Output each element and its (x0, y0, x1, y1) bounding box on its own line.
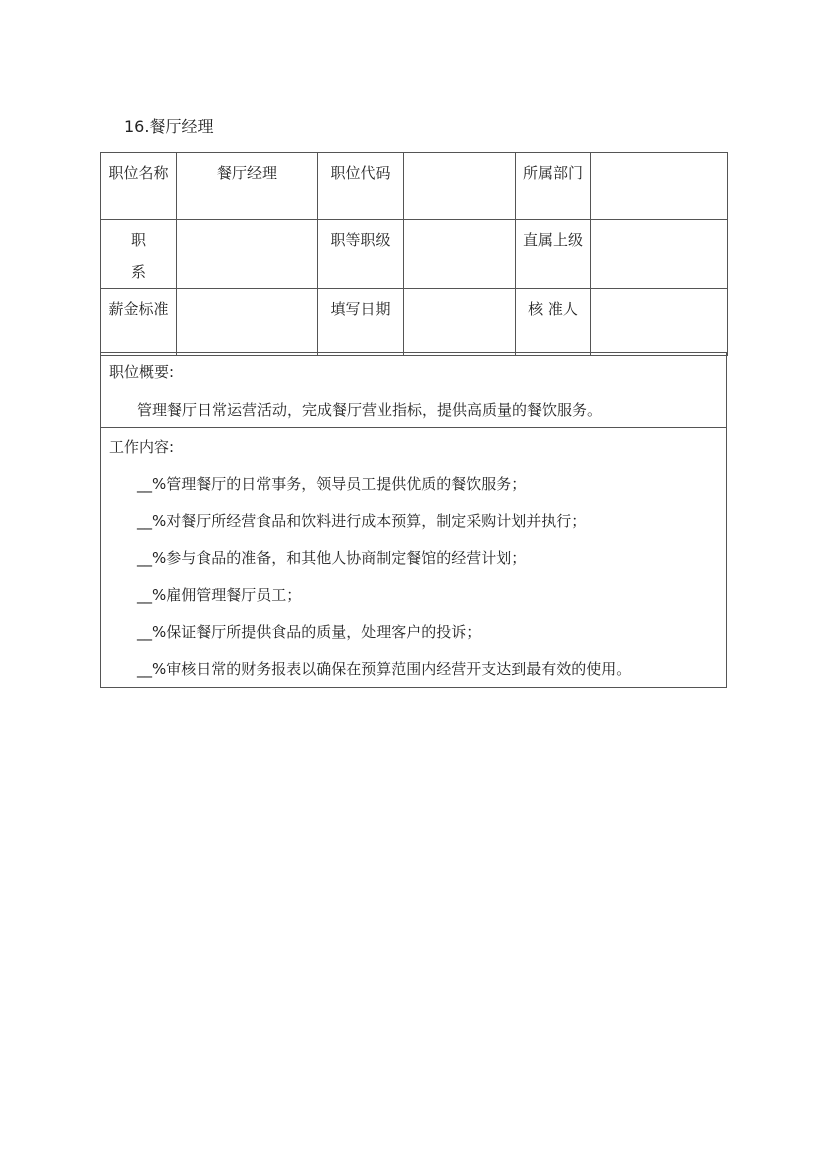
label-cell: 职 系 (101, 220, 177, 289)
section-heading: 职位概要: (109, 363, 175, 381)
section-heading: 工作内容: (109, 438, 175, 456)
label-cell: 职位代码 (318, 153, 404, 220)
value-cell (591, 220, 728, 289)
label-cell: 职等职级 (318, 220, 404, 289)
list-item: __%对餐厅所经营食品和饮料进行成本预算，制定采购计划并执行； (137, 512, 587, 530)
label-cell: 职位名称 (101, 153, 177, 220)
value-cell (177, 220, 318, 289)
value-cell (591, 289, 728, 356)
job-summary-section (100, 352, 727, 428)
table-row (101, 153, 728, 220)
label-cell: 直属上级 (516, 220, 591, 289)
value-cell: 餐厅经理 (177, 153, 318, 220)
list-item: __%管理餐厅的日常事务，领导员工提供优质的餐饮服务； (137, 475, 527, 493)
value-cell (404, 220, 516, 289)
page-title: 16.餐厅经理 (124, 117, 214, 136)
value-cell (591, 153, 728, 220)
value-cell (177, 289, 318, 356)
list-item: __%参与食品的准备，和其他人协商制定餐馆的经营计划； (137, 549, 527, 567)
summary-text: 管理餐厅日常运营活动，完成餐厅营业指标，提供高质量的餐饮服务。 (137, 401, 603, 419)
job-duties-section (100, 427, 727, 688)
label-cell: 核 准人 (516, 289, 591, 356)
list-item: __%审核日常的财务报表以确保在预算范围内经营开支达到最有效的使用。 (137, 660, 632, 678)
value-cell (404, 289, 516, 356)
list-item: __%保证餐厅所提供食品的质量，处理客户的投诉； (137, 623, 482, 641)
label-cell: 所属部门 (516, 153, 591, 220)
label-cell: 填写日期 (318, 289, 404, 356)
table-row (101, 220, 728, 289)
job-info-table (100, 152, 728, 356)
table-row (101, 289, 728, 356)
list-item: __%雇佣管理餐厅员工； (137, 586, 302, 604)
label-cell: 薪金标准 (101, 289, 177, 356)
value-cell (404, 153, 516, 220)
